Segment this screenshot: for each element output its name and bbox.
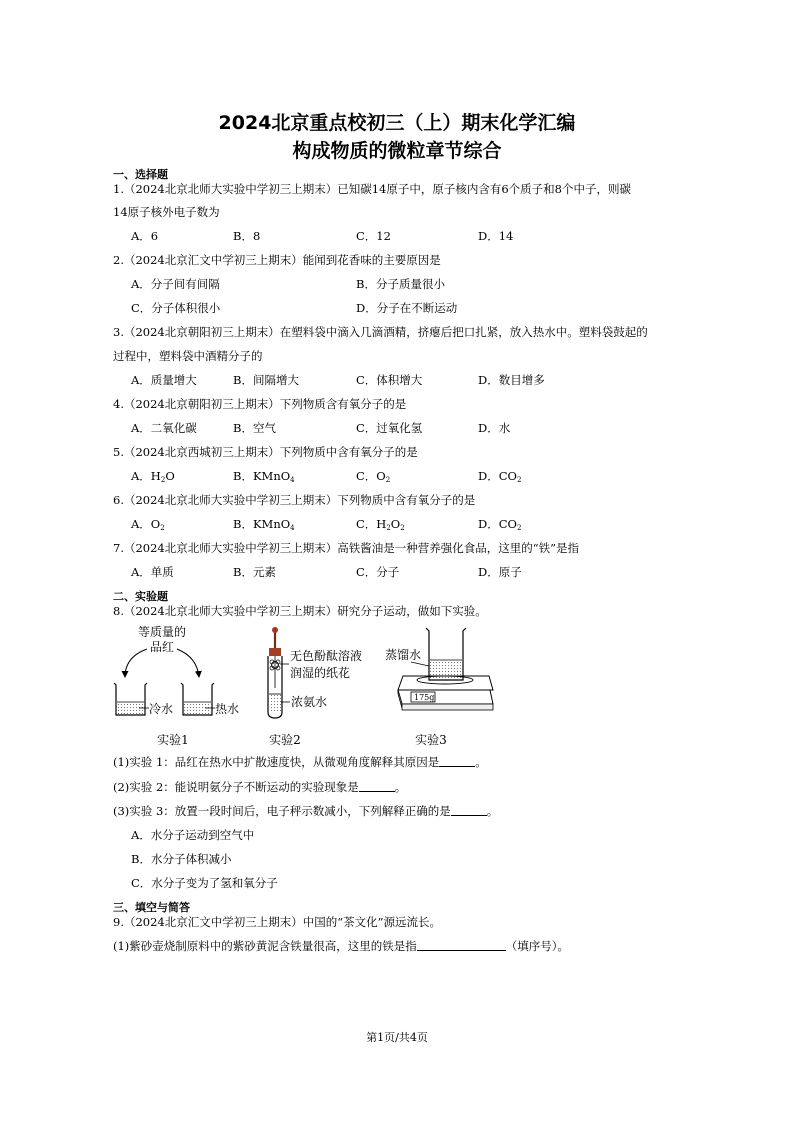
exp2-phenolphthalein-label-2: 润湿的纸花	[290, 666, 351, 680]
q3-stem-line-2: 过程中，塑料袋中酒精分子的	[113, 349, 263, 363]
q8-stem: 8.（2024北京北师大实验中学初三上期末）研究分子运动，做如下实验。	[113, 604, 487, 618]
q3-option-a: A．质量增大	[131, 373, 197, 387]
q8-part-2-end: 。	[394, 780, 407, 794]
q6-b-subscript: 4	[290, 524, 295, 532]
exp2-ammonia-label: 浓氨水	[291, 695, 328, 709]
q8-option-b: B．水分子体积减小	[131, 852, 232, 866]
q1-option-c: C．12	[356, 229, 391, 243]
exp2-caption: 实验2	[269, 733, 301, 747]
exp3-beaker	[426, 628, 466, 680]
q6-c-subscript: 2	[386, 524, 391, 532]
q8-part-3-end: 。	[486, 804, 499, 818]
section-heading-fill-in: 三、填空与简答	[113, 901, 190, 914]
q9-stem: 9.（2024北京汇文中学初三上期末）中国的“茶文化”源远流长。	[113, 915, 441, 929]
q5-option-b	[233, 468, 295, 484]
q8-part-2-answer-blank[interactable]	[359, 781, 395, 792]
exp1-arrow-left	[125, 649, 147, 677]
q2-option-c: C．分子体积很小	[131, 301, 221, 315]
q2-option-d: D．分子在不断运动	[356, 301, 458, 315]
q4-option-b: B．空气	[233, 421, 276, 435]
q6-c-subscript-2: 2	[400, 524, 405, 532]
q5-c-subscript: 2	[385, 476, 391, 484]
exp3-scale-reading: 175g	[414, 693, 435, 702]
q4-option-c: C．过氧化氢	[356, 421, 423, 435]
q7-option-b: B．元素	[233, 565, 276, 579]
exp1-beaker-cold	[114, 683, 147, 715]
q7-option-a: A．单质	[131, 565, 174, 579]
q9-part-1-end: （填序号）。	[505, 939, 570, 953]
exp1-label-top-2: 品红	[149, 640, 175, 654]
q9-part-1-answer-blank[interactable]	[417, 940, 506, 951]
q2-option-b: B．分子质量很小	[356, 277, 445, 291]
q5-b-subscript: 4	[290, 476, 295, 484]
page-title-line-1: 2024北京重点校初三（上）期末化学汇编	[218, 112, 576, 134]
exp1-caption: 实验1	[157, 733, 189, 747]
q6-c-text: C．H	[356, 517, 387, 531]
q3-option-d: D．数目增多	[478, 373, 545, 387]
q3-stem-line-1: 3.（2024北京朝阳初三上期末）在塑料袋中滴入几滴酒精，挤瘪后把口扎紧，放入热水中。塑料袋鼓起的	[113, 325, 648, 339]
q5-stem: 5.（2024北京西城初三上期末）下列物质中含有氧分子的是	[113, 445, 418, 459]
q6-a-text: A．O	[131, 517, 161, 531]
q1-option-b: B．8	[233, 229, 261, 243]
section-heading-choice: 一、选择题	[113, 168, 168, 181]
q5-option-a	[131, 468, 175, 484]
q8-option-c: C．水分子变为了氢和氧分子	[131, 876, 278, 890]
section-heading-experiment: 二、实验题	[113, 590, 168, 603]
q6-option-d	[478, 516, 521, 532]
q6-d-text: D．CO	[478, 517, 517, 531]
q8-part-2	[113, 779, 406, 795]
q5-a-subscript: 2	[160, 476, 166, 484]
q5-c-text: C．O	[356, 469, 386, 483]
q8-part-1	[113, 754, 487, 770]
q4-option-d: D．水	[478, 421, 511, 435]
q5-a-text-end: O	[165, 469, 175, 483]
q5-option-d	[478, 468, 521, 484]
exp3-water-label: 蒸馏水	[385, 648, 422, 662]
q6-d-subscript: 2	[516, 524, 522, 532]
q6-stem: 6.（2024北京北师大实验中学初三上期末）下列物质中含有氧分子的是	[113, 493, 476, 507]
q1-option-a: A．6	[131, 229, 159, 243]
exp1-cold-water-label: 冷水	[149, 702, 174, 716]
exp1-beaker-hot	[181, 683, 214, 715]
q6-option-b	[233, 516, 295, 532]
q5-d-text: D．CO	[478, 469, 517, 483]
q8-option-a: A．水分子运动到空气中	[131, 828, 255, 842]
q9-part-1-text: (1)紫砂壶烧制原料中的紫砂黄泥含铁量很高，这里的铁是指	[113, 939, 417, 953]
q7-option-c: C．分子	[356, 565, 400, 579]
page-title-line-2: 构成物质的微粒章节综合	[292, 140, 502, 162]
q8-part-2-text: (2)实验 2：能说明氨分子不断运动的实验现象是	[113, 780, 359, 794]
exp2-test-tube	[268, 627, 282, 718]
q8-part-1-text: (1)实验 1：品红在热水中扩散速度快，从微观角度解释其原因是	[113, 755, 440, 769]
q4-option-a: A．二氧化碳	[131, 421, 197, 435]
page-footer: 第1页/共4页	[366, 1031, 428, 1044]
q5-a-text: A．H	[131, 469, 161, 483]
q8-part-3-text: (3)实验 3：放置一段时间后，电子秤示数减小，下列解释正确的是	[113, 804, 451, 818]
exp3-water-pointer	[411, 662, 429, 666]
exp2-phenolphthalein-label-1: 无色酚酞溶液	[290, 649, 363, 663]
q9-part-1	[113, 938, 569, 954]
q7-option-d: D．原子	[478, 565, 522, 579]
q1-option-d: D．14	[478, 229, 514, 243]
exp1-label-top-1: 等质量的	[137, 625, 187, 639]
q5-option-c	[356, 468, 390, 484]
q8-part-1-answer-blank[interactable]	[439, 756, 475, 767]
q8-part-1-end: 。	[475, 755, 487, 769]
q5-b-text: B．KMnO	[233, 469, 291, 483]
q6-option-c	[356, 516, 405, 532]
exp3-caption: 实验3	[415, 733, 447, 747]
q3-option-c: C．体积增大	[356, 373, 423, 387]
exp3-electronic-scale	[398, 676, 493, 710]
q8-part-3-answer-blank[interactable]	[451, 805, 487, 816]
q4-stem: 4.（2024北京朝阳初三上期末）下列物质含有氧分子的是	[113, 397, 407, 411]
q6-option-a	[131, 516, 165, 532]
exp1-hot-water-label: 热水	[215, 702, 240, 716]
q6-b-text: B．KMnO	[233, 517, 291, 531]
q7-stem: 7.（2024北京北师大实验中学初三上期末）高铁酱油是一种营养强化食品，这里的“铁”是指	[113, 541, 579, 555]
q2-stem: 2.（2024北京汇文中学初三上期末）能闻到花香味的主要原因是	[113, 253, 441, 267]
q6-c-text-mid: O	[390, 517, 401, 531]
q8-experiment-figure	[105, 622, 505, 750]
q5-d-subscript: 2	[516, 476, 522, 484]
exp1-arrow-right	[177, 649, 199, 677]
q8-part-3	[113, 803, 498, 819]
q3-option-b: B．间隔增大	[233, 373, 299, 387]
q6-a-subscript: 2	[160, 524, 165, 532]
q2-option-a: A．分子间有间隔	[131, 277, 220, 291]
q1-stem-line-2: 14原子核外电子数为	[113, 205, 220, 219]
q1-stem-line-1: 1.（2024北京北师大实验中学初三上期末）已知碳14原子中，原子核内含有6个质子和8个中子，则碳	[113, 182, 632, 196]
